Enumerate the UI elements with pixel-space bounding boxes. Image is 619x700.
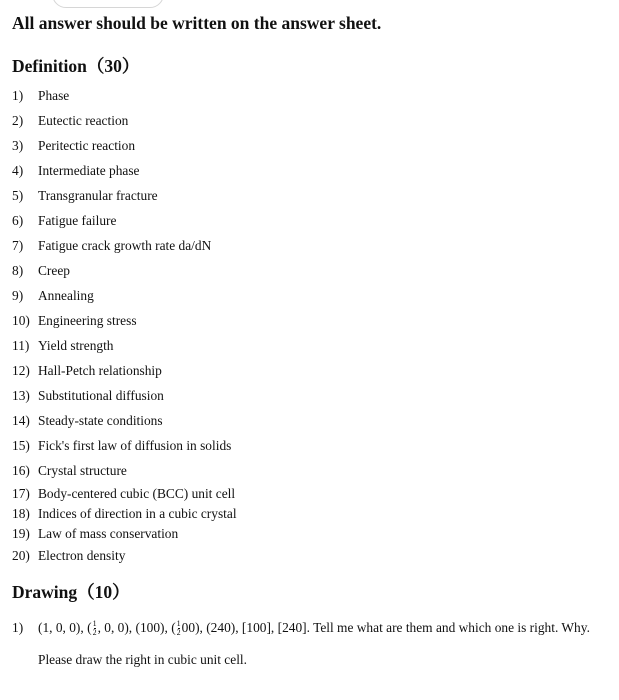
item-number: 6) — [12, 213, 24, 228]
item-number: 16) — [12, 463, 30, 478]
definition-item — [12, 506, 237, 522]
item-text: Phase — [38, 88, 70, 103]
definition-item — [12, 288, 94, 304]
question-text-part1: (1, 0, 0), ( — [38, 620, 92, 635]
item-number: 8) — [12, 263, 24, 278]
item-number: 17) — [12, 486, 30, 501]
one-half-fraction — [177, 620, 181, 637]
definition-item — [12, 438, 231, 454]
definition-item — [12, 548, 125, 564]
drawing-question-line2: Please draw the right in cubic unit cell. — [38, 652, 247, 667]
item-text: Annealing — [38, 288, 94, 303]
item-number: 4) — [12, 163, 24, 178]
item-number: 5) — [12, 188, 24, 203]
instruction-header: All answer should be written on the answer sheet. — [12, 13, 382, 33]
item-number: 9) — [12, 288, 24, 303]
fraction-numerator: 1 — [176, 619, 181, 629]
definition-section-title: Definition（30） — [12, 56, 140, 76]
definition-item — [12, 88, 69, 104]
item-text: Peritectic reaction — [38, 138, 136, 153]
item-text: Indices of direction in a cubic crystal — [38, 506, 237, 521]
item-text: Fick's first law of diffusion in solids — [38, 438, 232, 453]
definition-item — [12, 113, 128, 129]
drawing-section-title: Drawing（10） — [12, 582, 130, 602]
definition-item — [12, 388, 164, 404]
top-tab-remnant — [52, 0, 164, 8]
item-text: Intermediate phase — [38, 163, 140, 178]
definition-item — [12, 238, 211, 254]
item-text: Substitutional diffusion — [38, 388, 164, 403]
definition-item — [12, 188, 158, 204]
item-text: Steady-state conditions — [38, 413, 163, 428]
item-number: 18) — [12, 506, 30, 521]
definition-item — [12, 313, 137, 329]
item-number: 15) — [12, 438, 30, 453]
item-number: 19) — [12, 526, 30, 541]
item-text: Fatigue failure — [38, 213, 117, 228]
fraction-denominator: 2 — [176, 628, 181, 638]
one-half-fraction — [93, 620, 97, 637]
item-number: 7) — [12, 238, 24, 253]
definition-item — [12, 213, 116, 229]
item-number: 3) — [12, 138, 24, 153]
definition-item — [12, 138, 135, 154]
question-text-part3: 00), (240), [100], [240]. Tell me what are them and which one is right. Why. — [181, 620, 590, 635]
item-number: 1) — [12, 88, 24, 103]
item-number: 20) — [12, 548, 30, 563]
item-text: Crystal structure — [38, 463, 127, 478]
item-text: Body-centered cubic (BCC) unit cell — [38, 486, 236, 501]
item-number: 1) — [12, 620, 24, 635]
definition-item — [12, 413, 163, 429]
item-text: Engineering stress — [38, 313, 137, 328]
definition-item — [12, 263, 70, 279]
item-text: Hall-Petch relationship — [38, 363, 162, 378]
definition-item — [12, 163, 140, 179]
drawing-question — [12, 620, 590, 637]
definition-item — [12, 338, 114, 354]
fraction-denominator: 2 — [92, 628, 97, 638]
item-number: 10) — [12, 313, 30, 328]
item-number: 12) — [12, 363, 30, 378]
item-text: Fatigue crack growth rate da/dN — [38, 238, 212, 253]
item-text: Creep — [38, 263, 70, 278]
item-text: Law of mass conservation — [38, 526, 179, 541]
item-number: 11) — [12, 338, 30, 353]
fraction-numerator: 1 — [92, 619, 97, 629]
item-text: Eutectic reaction — [38, 113, 129, 128]
definition-item — [12, 526, 178, 542]
item-number: 13) — [12, 388, 30, 403]
question-text-part2: , 0, 0), (100), ( — [97, 620, 176, 635]
definition-item — [12, 486, 235, 502]
item-text: Transgranular fracture — [38, 188, 158, 203]
item-text: Electron density — [38, 548, 126, 563]
definition-item — [12, 363, 162, 379]
item-number: 2) — [12, 113, 24, 128]
definition-item — [12, 463, 127, 479]
item-text: Yield strength — [38, 338, 114, 353]
item-number: 14) — [12, 413, 30, 428]
